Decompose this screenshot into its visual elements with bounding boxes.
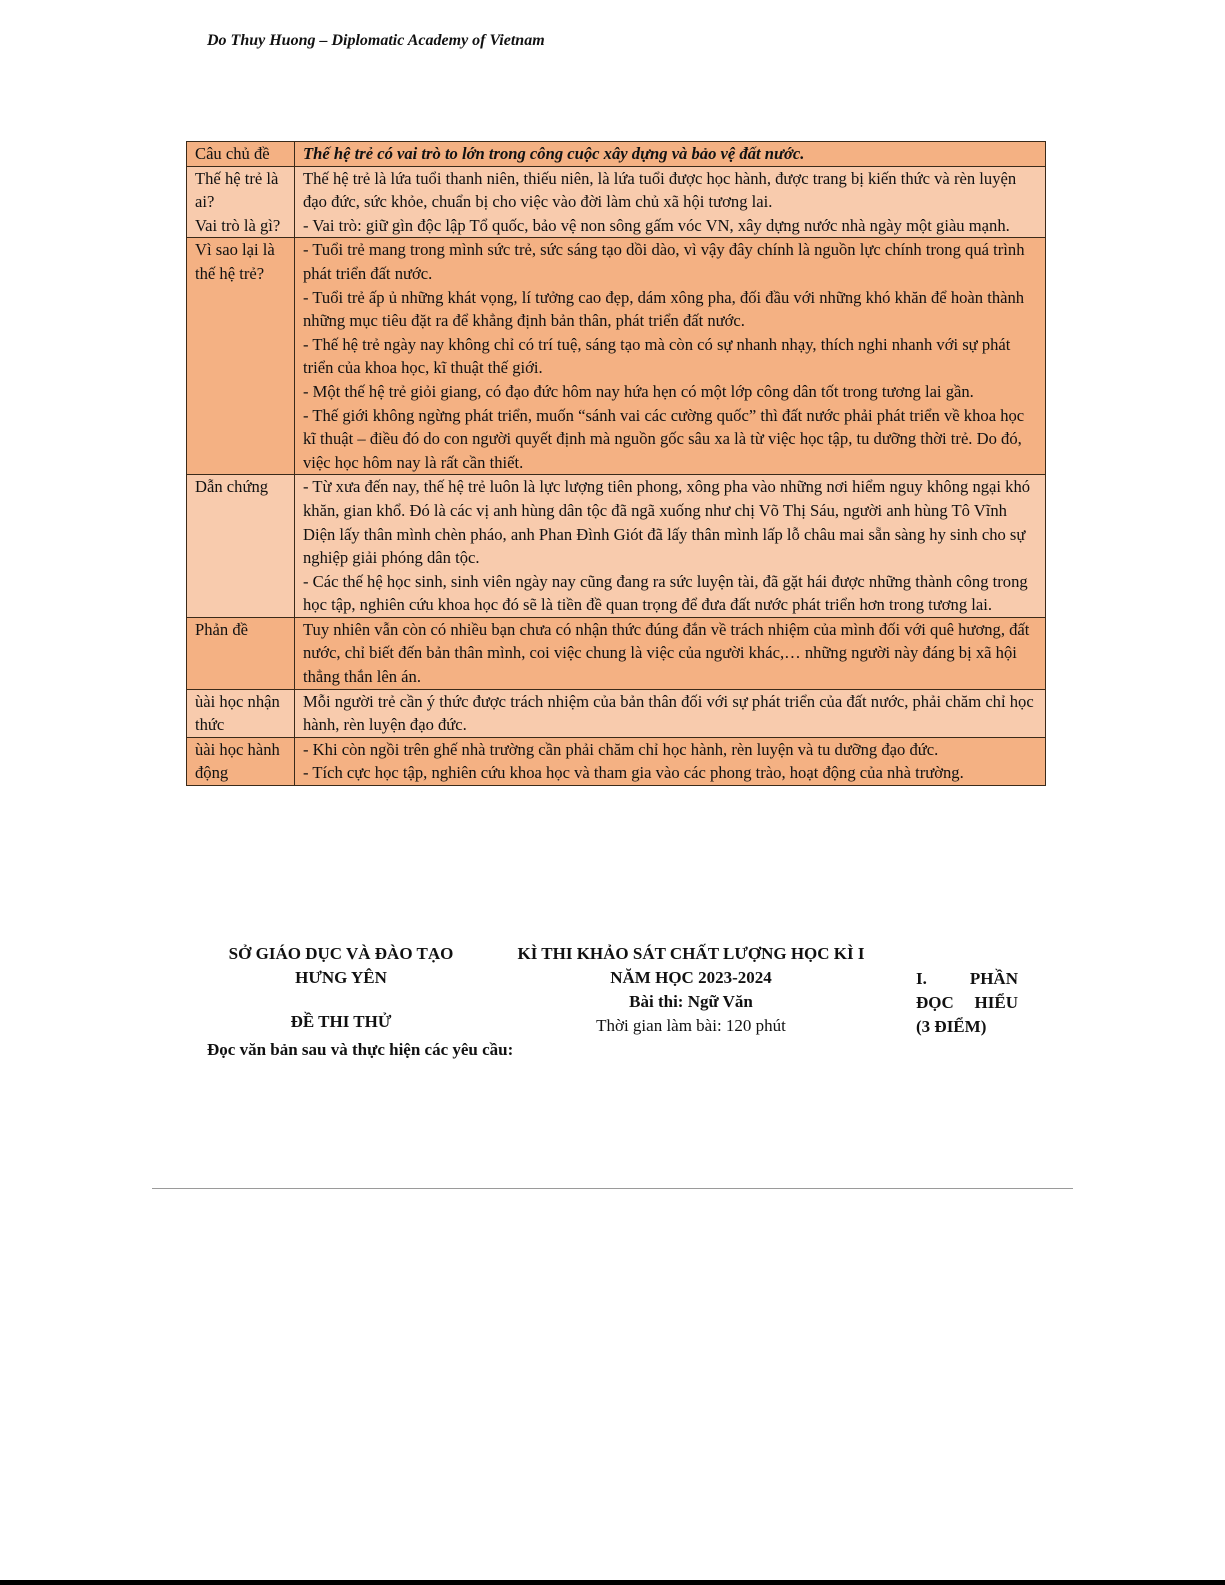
section-heading: [916, 967, 1018, 1039]
row-label-text: Vai trò là gì?: [195, 215, 281, 235]
table-row: [187, 142, 1046, 167]
row-content: [295, 475, 1046, 618]
author-header: Do Thuy Huong – Diplomatic Academy of Vietnam: [207, 32, 545, 49]
table-row: [187, 166, 1046, 238]
table-row: [187, 475, 1046, 618]
department-name: SỞ GIÁO DỤC VÀ ĐÀO TẠO: [228, 944, 454, 963]
content-paragraph: - Thế hệ trẻ ngày nay không chỉ có trí tuệ, sáng tạo mà còn có sự nhanh nhạy, thích nghi nhanh với sự phát triển của khoa học, kĩ thuật thế giới.: [303, 334, 1011, 378]
table-row: [187, 689, 1046, 737]
section-word: ĐỌC: [916, 993, 954, 1012]
row-label-text: Vì sao lại là thế hệ trẻ?: [195, 240, 275, 283]
province-name: HƯNG YÊN: [295, 968, 387, 987]
row-content: [295, 689, 1046, 737]
content-paragraph: - Tích cực học tập, nghiên cứu khoa học và tham gia vào các phong trào, hoạt động của nhà trường.: [303, 763, 964, 783]
content-paragraph: Mỗi người trẻ cần ý thức được trách nhiệm của bản thân đối với sự phát triển của đất nước, phải chăm chỉ học hành, rèn luyện đạo đức.: [303, 691, 1034, 735]
row-content: [295, 166, 1046, 238]
content-paragraph: Tuy nhiên vẫn còn có nhiều bạn chưa có nhận thức đúng đắn về trách nhiệm của mình đối với quê hương, đất nước, chỉ biết đến bản thân mình, coi việc chung là việc của người khác,… những người này đáng bị xã hội thẳng thắn lên án.: [303, 619, 1030, 687]
page-divider: [152, 1188, 1073, 1189]
content-paragraph: - Các thế hệ học sinh, sinh viên ngày nay cũng đang ra sức luyện tài, đã gặt hái được những thành công trong học tập, nghiên cứu khoa học đó sẽ là tiền đề quan trọng để đưa đất nước phát triển hơn trong tương lai.: [303, 571, 1028, 615]
content-paragraph: - Từ xưa đến nay, thế hệ trẻ luôn là lực lượng tiên phong, xông pha vào những nơi hiểm nguy không ngại khó khăn, gian khổ. Đó là các vị anh hùng dân tộc đã ngã xuống như chị Võ Thị Sáu, người anh hùng Tô Vĩnh Diện lấy thân mình chèn pháo, anh Phan Đình Giót đã lấy thân mình lấp lỗ châu mai sẵn sàng hy sinh cho sự nghiệp giải phóng dân tộc.: [303, 477, 1031, 568]
instruction-text: Đọc văn bản sau và thực hiện các yêu cầu:: [207, 1040, 514, 1059]
row-label-text: Thế hệ trẻ là ai?: [195, 168, 279, 212]
row-label-text: ùài học hành động: [195, 739, 280, 783]
row-label-text: Phản đề: [195, 619, 248, 639]
exam-title: KÌ THI KHẢO SÁT CHẤT LƯỢNG HỌC KÌ I: [517, 944, 865, 963]
row-content: [295, 617, 1046, 689]
row-content: [295, 142, 1046, 167]
row-label: [187, 166, 295, 238]
section-points: (3 ĐIỂM): [916, 1017, 987, 1036]
row-label: [187, 475, 295, 618]
department-block: [210, 942, 472, 1034]
section-number: I.: [916, 969, 927, 988]
table-row: [187, 238, 1046, 475]
exam-title-block: [505, 942, 877, 1038]
content-paragraph: - Tuổi trẻ ấp ủ những khát vọng, lí tưởng cao đẹp, dám xông pha, đối đầu với những khó khăn để hoàn thành những mục tiêu đặt ra để khẳng định bản thân, phát triển đất nước.: [303, 287, 1025, 331]
table-row: [187, 617, 1046, 689]
row-label: [187, 617, 295, 689]
row-label-text: ùài học nhận thức: [195, 691, 280, 735]
exam-duration: Thời gian làm bài: 120 phút: [596, 1016, 786, 1035]
row-label-text: Dẫn chứng: [195, 477, 269, 497]
content-paragraph: - Tuổi trẻ mang trong mình sức trẻ, sức sáng tạo dồi dào, vì vậy đây chính là nguồn lực chính trong quá trình phát triển đất nước.: [303, 240, 1025, 283]
trial-exam-label: ĐỀ THI THỬ: [290, 1012, 392, 1031]
table-row: [187, 737, 1046, 785]
row-label: [187, 689, 295, 737]
content-paragraph: - Một thế hệ trẻ giỏi giang, có đạo đức hôm nay hứa hẹn có một lớp công dân tốt trong tương lai gần.: [303, 381, 974, 401]
content-paragraph: Thế hệ trẻ là lứa tuổi thanh niên, thiếu niên, là lứa tuổi được học hành, được trang bị kiến thức và rèn luyện đạo đức, sức khỏe, chuẩn bị cho việc vào đời làm chủ xã hội tương lai.: [303, 168, 1017, 212]
content-paragraph: - Thế giới không ngừng phát triển, muốn “sánh vai các cường quốc” thì đất nước phải phát triển về khoa học kĩ thuật – điều đó do con người quyết định mà nguồn gốc sâu xa là từ việc học tập, tu dưỡng thời trẻ. Do đó, việc học hôm nay là rất cần thiết.: [303, 405, 1025, 472]
section-word: PHẦN: [969, 969, 1018, 988]
row-content: [295, 737, 1046, 785]
row-content: [295, 238, 1046, 475]
essay-outline-table: [186, 141, 1046, 786]
school-year: NĂM HỌC 2023-2024: [610, 968, 772, 987]
thesis-statement: Thế hệ trẻ có vai trò to lớn trong công cuộc xây dựng và bảo vệ đất nước.: [303, 144, 805, 163]
row-label: [187, 238, 295, 475]
exam-subject: Bài thi: Ngữ Văn: [629, 992, 753, 1011]
section-word: HIỂU: [974, 993, 1018, 1012]
row-label: [187, 142, 295, 167]
bottom-edge-bar: [0, 1580, 1225, 1585]
row-label-text: Câu chủ đề: [195, 144, 270, 163]
content-paragraph: - Vai trò: giữ gìn độc lập Tổ quốc, bảo vệ non sông gấm vóc VN, xây dựng nước nhà ngày một giàu mạnh.: [303, 215, 1010, 235]
content-paragraph: - Khi còn ngồi trên ghế nhà trường cần phải chăm chỉ học hành, rèn luyện và tu dưỡng đạo đức.: [303, 739, 939, 759]
row-label: [187, 737, 295, 785]
